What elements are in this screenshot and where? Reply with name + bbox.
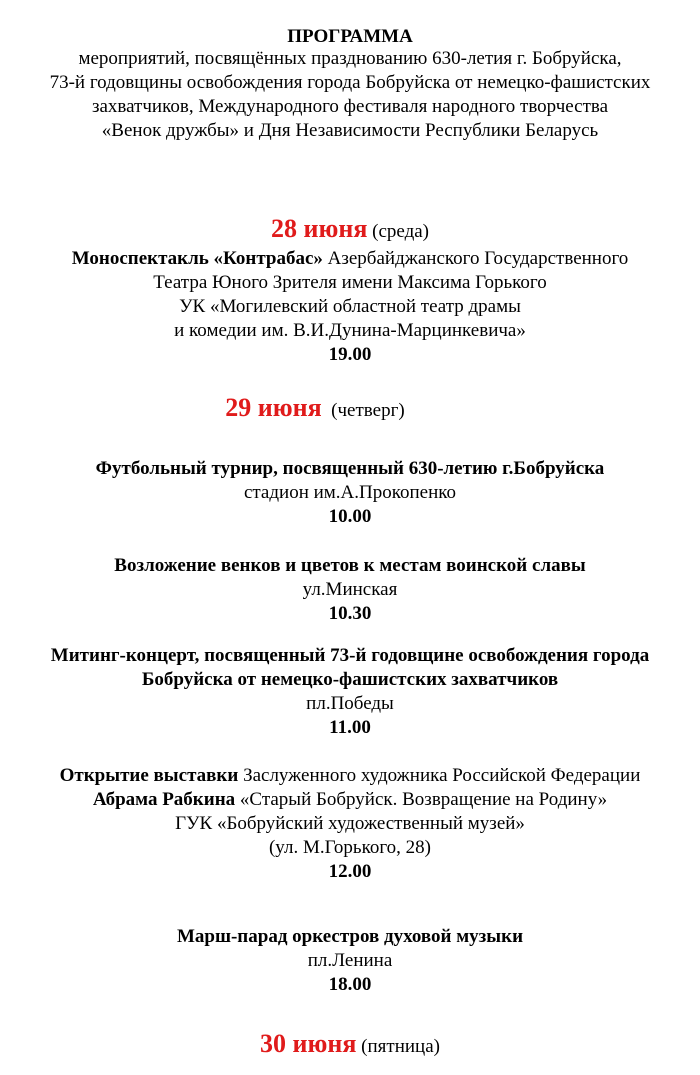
date-label: 28 июня bbox=[270, 214, 368, 243]
event-parade-place: пл.Ленина bbox=[307, 950, 393, 971]
exhibition-name: «Старый Бобруйск. Возвращение на Родину» bbox=[235, 789, 608, 810]
event-exhibition-line-1 bbox=[0, 765, 700, 787]
day-heading-june-29 bbox=[0, 392, 665, 427]
event-rally-place: пл.Победы bbox=[306, 693, 394, 714]
event-title-rest: Заслуженного художника Российской Федерации bbox=[238, 765, 641, 786]
subtitle-line-3: захватчиков, Международного фестиваля народного творчества bbox=[91, 96, 609, 117]
event-football-title: Футбольный турнир, посвященный 630-летию г.Бобруйска bbox=[95, 458, 605, 479]
event-exhibition-line-2 bbox=[0, 789, 700, 811]
weekday-label: (среда) bbox=[372, 221, 430, 242]
event-exhibition-venue: ГУК «Бобруйский художественный музей» bbox=[175, 813, 525, 834]
event-rally-time: 11.00 bbox=[329, 717, 371, 738]
day-heading-june-28 bbox=[0, 213, 700, 248]
event-rally-title-line-2: Бобруйска от немецко-фашистских захватчиков bbox=[141, 669, 559, 690]
event-parade-title: Марш-парад оркестров духовой музыки bbox=[176, 926, 524, 947]
event-exhibition-time: 12.00 bbox=[328, 861, 372, 882]
weekday-label: (пятница) bbox=[361, 1036, 440, 1057]
artist-name: Абрама Рабкина bbox=[92, 789, 236, 810]
event-title-rest: Азербайджанского Государственного bbox=[322, 248, 629, 269]
event-parade-time: 18.00 bbox=[328, 974, 372, 995]
event-title: Открытие выставки bbox=[59, 765, 239, 786]
subtitle-line-1: мероприятий, посвящённых празднованию 630-летия г. Бобруйска, bbox=[78, 48, 622, 69]
event-monoperformance-line-3: УК «Могилевский областной театр драмы bbox=[179, 296, 521, 317]
event-rally-title-line-1: Митинг-концерт, посвященный 73-й годовщине освобождения города bbox=[50, 645, 650, 666]
event-monoperformance-line-4: и комедии им. В.И.Дунина-Марцинкевича» bbox=[174, 320, 526, 341]
weekday-label: (четверг) bbox=[331, 400, 405, 421]
event-exhibition-address: (ул. М.Горького, 28) bbox=[268, 837, 431, 858]
event-wreaths-time: 10.30 bbox=[328, 603, 372, 624]
page-title: ПРОГРАММА bbox=[287, 26, 413, 47]
event-football-place: стадион им.А.Прокопенко bbox=[243, 482, 457, 503]
event-wreaths-title: Возложение венков и цветов к местам воинской славы bbox=[114, 555, 586, 576]
day-heading-june-30 bbox=[0, 1028, 700, 1063]
event-wreaths-place: ул.Минская bbox=[302, 579, 398, 600]
date-label: 29 июня bbox=[225, 393, 322, 422]
event-time: 19.00 bbox=[328, 344, 372, 365]
event-title: Моноспектакль «Контрабас» bbox=[71, 248, 323, 269]
subtitle-line-4: «Венок дружбы» и Дня Независимости Республики Беларусь bbox=[101, 120, 599, 141]
event-football-time: 10.00 bbox=[328, 506, 372, 527]
event-monoperformance-line-1 bbox=[0, 248, 700, 270]
date-label: 30 июня bbox=[260, 1029, 357, 1058]
event-monoperformance-line-2: Театра Юного Зрителя имени Максима Горького bbox=[153, 272, 547, 293]
subtitle-line-2: 73-й годовщины освобождения города Бобруйска от немецко-фашистских bbox=[49, 72, 651, 93]
